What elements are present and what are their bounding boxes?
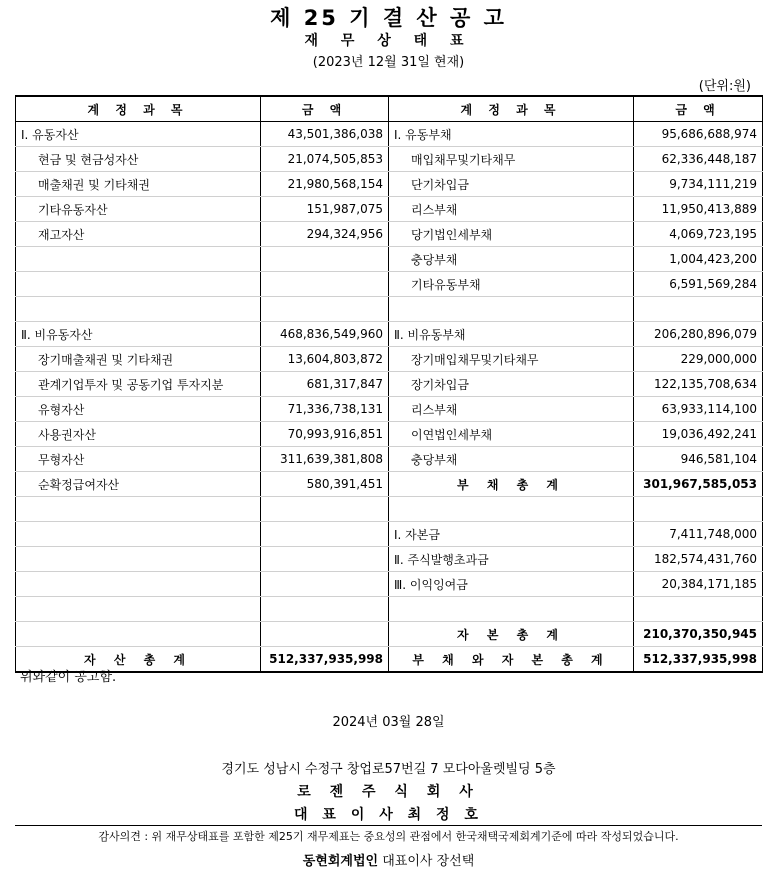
total-assets-amount: 512,337,935,998 [261, 647, 389, 673]
left-account-cell: 사용권자산 [16, 422, 261, 447]
left-amount-cell [261, 622, 389, 647]
header-amount-right: 금 액 [634, 96, 763, 122]
right-amount-cell: 1,004,423,200 [634, 247, 763, 272]
table-header-row [16, 96, 763, 122]
table-row [16, 297, 763, 322]
left-account-cell: 기타유동자산 [16, 197, 261, 222]
divider [15, 825, 762, 826]
notice-text: 위와같이 공고함. [20, 670, 117, 685]
right-account-cell: 리스부채 [389, 197, 634, 222]
left-amount-cell: 21,074,505,853 [261, 147, 389, 172]
right-account-cell: Ⅲ. 이익잉여금 [389, 572, 634, 597]
left-account-cell: 순확정급여자산 [16, 472, 261, 497]
unit-label: (단위:원) [698, 79, 751, 94]
right-account-cell [389, 597, 634, 622]
balance-sheet-table [15, 95, 763, 673]
right-account-cell [389, 297, 634, 322]
company-ceo: 대 표 이 사 최 정 호 [294, 807, 483, 823]
left-account-cell [16, 547, 261, 572]
company-name: 로 젠 주 식 회 사 [297, 784, 480, 800]
right-amount-cell: 9,734,111,219 [634, 172, 763, 197]
left-account-cell: 무형자산 [16, 447, 261, 472]
left-account-cell: 매출채권 및 기타채권 [16, 172, 261, 197]
auditor [0, 850, 777, 869]
notice-title: 제 25 기 결 산 공 고 [270, 6, 507, 30]
left-amount-cell: 580,391,451 [261, 472, 389, 497]
statement-title: 재 무 상 태 표 [304, 33, 473, 49]
right-amount-cell: 63,933,114,100 [634, 397, 763, 422]
left-account-cell [16, 297, 261, 322]
right-account-cell: 부 채 총 계 [389, 472, 634, 497]
right-amount-cell: 62,336,448,187 [634, 147, 763, 172]
right-amount-cell [634, 497, 763, 522]
right-amount-cell: 210,370,350,945 [634, 622, 763, 647]
left-account-cell: 현금 및 현금성자산 [16, 147, 261, 172]
notice-date: 2024년 03월 28일 [332, 715, 445, 730]
right-account-cell: Ⅱ. 주식발행초과금 [389, 547, 634, 572]
right-account-cell: 리스부채 [389, 397, 634, 422]
right-account-cell: 자 본 총 계 [389, 622, 634, 647]
right-amount-cell: 206,280,896,079 [634, 322, 763, 347]
left-amount-cell [261, 247, 389, 272]
total-liab-equity-amount: 512,337,935,998 [634, 647, 763, 673]
table-row [16, 197, 763, 222]
right-amount-cell: 7,411,748,000 [634, 522, 763, 547]
left-amount-cell [261, 497, 389, 522]
right-account-cell: 충당부채 [389, 447, 634, 472]
right-amount-cell: 95,686,688,974 [634, 122, 763, 147]
table-row [16, 622, 763, 647]
company-address: 경기도 성남시 수정구 창업로57번길 7 모다아울렛빌딩 5층 [221, 762, 556, 777]
table-row [16, 422, 763, 447]
right-amount-cell: 20,384,171,185 [634, 572, 763, 597]
right-amount-cell: 229,000,000 [634, 347, 763, 372]
table-row [16, 397, 763, 422]
left-amount-cell: 151,987,075 [261, 197, 389, 222]
table-row [16, 122, 763, 147]
left-amount-cell: 43,501,386,038 [261, 122, 389, 147]
right-amount-cell [634, 297, 763, 322]
left-account-cell [16, 522, 261, 547]
left-amount-cell: 71,336,738,131 [261, 397, 389, 422]
left-account-cell [16, 272, 261, 297]
left-amount-cell [261, 272, 389, 297]
total-liab-equity-label: 부 채 와 자 본 총 계 [389, 647, 634, 673]
left-amount-cell [261, 297, 389, 322]
table-row [16, 372, 763, 397]
right-account-cell: 이연법인세부채 [389, 422, 634, 447]
table-row [16, 597, 763, 622]
left-account-cell: 장기매출채권 및 기타채권 [16, 347, 261, 372]
table-row [16, 322, 763, 347]
header-amount-left: 금 액 [261, 96, 389, 122]
table-row [16, 522, 763, 547]
right-account-cell: 단기차입금 [389, 172, 634, 197]
left-amount-cell: 311,639,381,808 [261, 447, 389, 472]
auditor-firm: 동현회계법인 [302, 854, 379, 869]
left-account-cell: Ⅰ. 유동자산 [16, 122, 261, 147]
table-row [16, 147, 763, 172]
left-account-cell [16, 622, 261, 647]
right-amount-cell: 19,036,492,241 [634, 422, 763, 447]
right-account-cell: Ⅰ. 자본금 [389, 522, 634, 547]
left-account-cell: 유형자산 [16, 397, 261, 422]
left-account-cell: 재고자산 [16, 222, 261, 247]
right-amount-cell: 11,950,413,889 [634, 197, 763, 222]
left-amount-cell: 70,993,916,851 [261, 422, 389, 447]
table-row [16, 222, 763, 247]
header-account-left: 계 정 과 목 [16, 96, 261, 122]
left-amount-cell: 468,836,549,960 [261, 322, 389, 347]
as-of-date: (2023년 12월 31일 현재) [312, 55, 465, 70]
auditor-ceo: 대표이사 장선택 [378, 854, 475, 869]
total-row [16, 647, 763, 673]
left-amount-cell: 681,317,847 [261, 372, 389, 397]
right-account-cell: 기타유동부채 [389, 272, 634, 297]
header-account-right: 계 정 과 목 [389, 96, 634, 122]
right-account-cell: Ⅱ. 비유동부채 [389, 322, 634, 347]
table-row [16, 272, 763, 297]
right-amount-cell: 946,581,104 [634, 447, 763, 472]
right-account-cell: 당기법인세부채 [389, 222, 634, 247]
right-account-cell [389, 497, 634, 522]
table-row [16, 572, 763, 597]
right-amount-cell [634, 597, 763, 622]
left-account-cell [16, 572, 261, 597]
left-amount-cell [261, 547, 389, 572]
right-account-cell: 장기매입채무및기타채무 [389, 347, 634, 372]
table-row [16, 347, 763, 372]
right-amount-cell: 182,574,431,760 [634, 547, 763, 572]
audit-opinion: 감사의견 : 위 재무상태표를 포함한 제25기 재무제표는 중요성의 관점에서 한국채택국제회계기준에 따라 작성되었습니다. [98, 830, 679, 843]
left-amount-cell: 294,324,956 [261, 222, 389, 247]
left-amount-cell [261, 572, 389, 597]
right-amount-cell: 4,069,723,195 [634, 222, 763, 247]
table-row [16, 247, 763, 272]
table-row [16, 497, 763, 522]
table-row [16, 447, 763, 472]
left-amount-cell: 13,604,803,872 [261, 347, 389, 372]
left-amount-cell [261, 522, 389, 547]
left-account-cell [16, 597, 261, 622]
right-amount-cell: 6,591,569,284 [634, 272, 763, 297]
right-account-cell: 충당부채 [389, 247, 634, 272]
left-account-cell: Ⅱ. 비유동자산 [16, 322, 261, 347]
left-account-cell [16, 497, 261, 522]
table-row [16, 472, 763, 497]
right-account-cell: 매입채무및기타채무 [389, 147, 634, 172]
left-amount-cell [261, 597, 389, 622]
right-amount-cell: 301,967,585,053 [634, 472, 763, 497]
table-row [16, 547, 763, 572]
left-account-cell [16, 247, 261, 272]
left-amount-cell: 21,980,568,154 [261, 172, 389, 197]
right-amount-cell: 122,135,708,634 [634, 372, 763, 397]
right-account-cell: 장기차입금 [389, 372, 634, 397]
left-account-cell: 관계기업투자 및 공동기업 투자지분 [16, 372, 261, 397]
table-row [16, 172, 763, 197]
total-assets-label: 자 산 총 계 [16, 647, 261, 673]
right-account-cell: Ⅰ. 유동부채 [389, 122, 634, 147]
